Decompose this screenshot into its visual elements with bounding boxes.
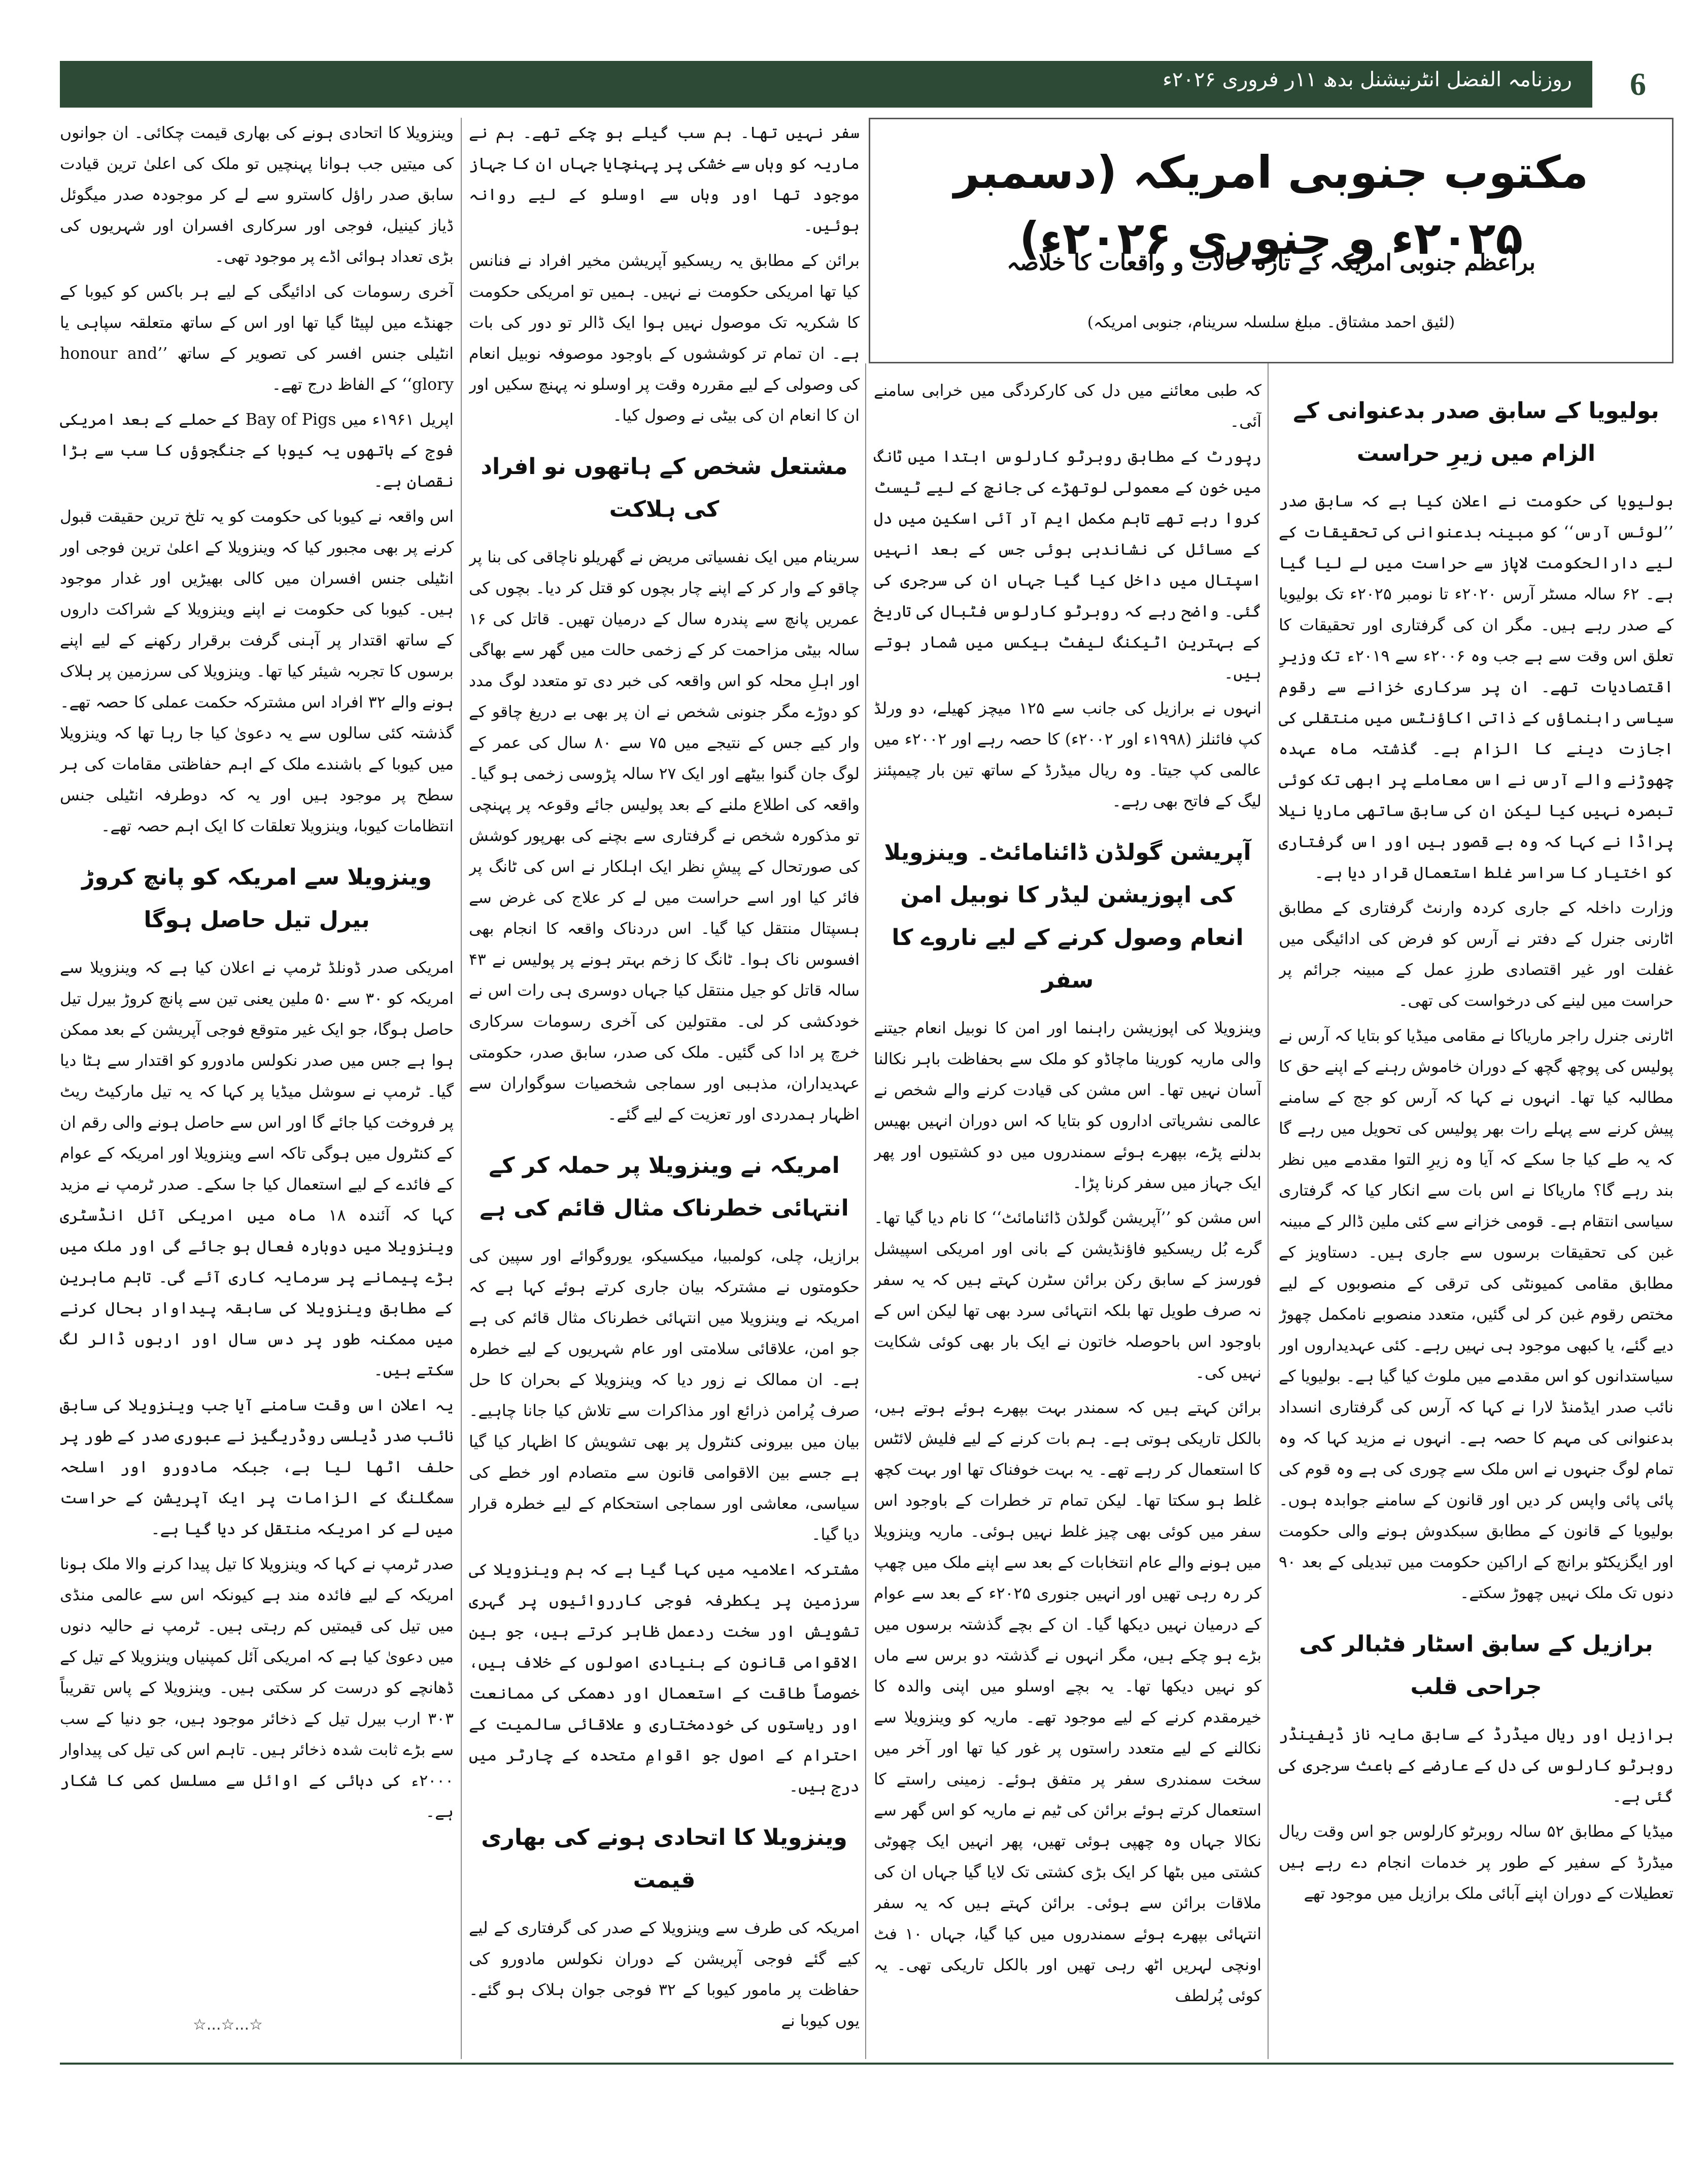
column-divider	[865, 363, 866, 2059]
paragraph: میڈیا کے مطابق ۵۲ سالہ روبرٹو کارلوس جو اس وقت ریال میڈرڈ کے سفیر کے طور پر خدمات انجام دے رہے ہیں تعطیلات کے دوران اپنے آبائی ملک برازیل میں موجود تھے	[1279, 1823, 1673, 1903]
article-column-1	[1279, 376, 1673, 2061]
headline-bolivia: بولیویا کے سابق صدر بدعنوانی کے الزام میں زیرِ حراست	[1293, 398, 1659, 466]
page-number: 6	[1630, 66, 1646, 102]
article-subtitle: براعظم جنوبی امریکہ کے تازہ حالات و واقعات کا خلاصہ	[1006, 250, 1536, 276]
article-column-4	[60, 118, 454, 2006]
headline-us-venezuela-attack: امریکہ نے وینزویلا پر حملہ کر کے انتہائی خطرناک مثال قائم کی ہے	[480, 1153, 849, 1221]
article-author: (لئیق احمد مشتاق۔ مبلغ سلسلہ سرینام، جنوبی امریکہ)	[1087, 313, 1455, 331]
header-band	[60, 61, 1592, 108]
paragraph: امریکہ کی طرف سے وینزویلا کے صدر کی گرفتاری کے لیے کیے گئے فوجی آپریشن کے دوران نکولس مادورو کی حفاظت پر مامور کیوبا کے ۳۲ فوجی جوان ہلاک ہو گئے۔ یوں کیوبا نے	[469, 1919, 860, 2030]
column-divider	[1268, 363, 1269, 2059]
headline-suriname-killings: مشتعل شخص کے ہاتھوں نو افراد کی ہلاکت	[481, 454, 848, 522]
paragraph: امریکی صدر ڈونلڈ ٹرمپ نے اعلان کیا ہے کہ وینزویلا سے امریکہ کو ۳۰ سے ۵۰ ملین یعنی تین سے پانچ کروڑ بیرل تیل حاصل ہوگا، جو ایک غیر متوقع فوجی آپریشن کے بعد ممکن ہوا ہے جس میں صدر نکولس مادورو کو اقتدار سے ہٹا دیا گیا۔ ٹرمپ نے سوشل میڈیا پر کہا کہ یہ تیل مارکیٹ ریٹ پر فروخت کیا جائے گا اور اس سے حاصل ہونے والی رقم ان کے کنٹرول میں ہوگی تاکہ اسے وینزویلا اور امریکہ کے عوام کے فائدے کے لیے استعمال کیا جا سکے۔ صدر ٹرمپ نے مزید کہا کہ آئندہ ۱۸ ماہ میں امریکی آئل انڈسٹری وینزویلا میں دوبارہ فعال ہو جائے گی اور ملک میں بڑے پیمانے پر سرمایہ کاری آئے گی۔ تاہم ماہرین کے مطابق وینزویلا کی سابقہ پیداوار بحال کرنے میں ممکنہ طور پر دس سال اور اربوں ڈالر لگ سکتے ہیں۔	[60, 959, 454, 1379]
paragraph: بولیویا کی حکومت نے اعلان کیا ہے کہ سابق صدر ’’لوئس آرس‘‘ کو مبینہ بدعنوانی کی تحقیقات کے لیے دارالحکومت لاپاز سے حراست میں لے لیا گیا ہے۔ ۶۲ سالہ مسٹر آرس ۲۰۲۰ء تا نومبر ۲۰۲۵ء تک بولیویا کے صدر رہے ہیں۔ مگر ان کی گرفتاری اور تحقیقات کا تعلق اس وقت سے ہے جب وہ ۲۰۰۶ء سے ۲۰۱۹ء تک وزیرِ اقتصادیات تھے۔ ان پر سرکاری خزانے سے رقوم سیاسی راہنماؤں کے ذاتی اکاؤنٹس میں منتقلی کی اجازت دینے کا الزام ہے۔ گذشتہ ماہ عہدہ چھوڑنے والے آرس نے اس معاملے پر ابھی تک کوئی تبصرہ نہیں کیا لیکن ان کی سابق ساتھی ماریا نیلا پراڈا نے کہا کہ وہ بے قصور ہیں اور اس گرفتاری کو اختیار کا سراسر غلط استعمال قرار دیا ہے۔	[1279, 492, 1673, 882]
paragraph: وینزویلا کی اپوزیشن راہنما اور امن کا نوبیل انعام جیتنے والی ماریہ کورینا ماچاڈو کو ملک سے بحفاظت باہر نکالنا آسان نہیں تھا۔ اس مشن کی قیادت کرنے والے شخص نے عالمی نشریاتی اداروں کو بتایا کہ اس دوران انہیں بھیس بدلنے پڑے، بپھرے ہوئے سمندروں میں دو کشتیوں اور پھر ایک جہاز میں سفر کرنا پڑا۔	[874, 1019, 1261, 1192]
column-divider	[461, 118, 462, 2059]
paragraph: سرینام میں ایک نفسیاتی مریض نے گھریلو ناچاقی کی بنا پر چاقو کے وار کر کے اپنے چار بچوں کو قتل کر دیا۔ بچوں کی عمریں پانچ سے پندرہ سال کے درمیان تھیں۔ قاتل کی ۱۶ سالہ بیٹی مزاحمت کر کے زخمی حالت میں گھر سے بھاگی اور اہلِ محلہ کو اس واقعہ کی خبر دی تو متعدد لوگ مدد کو دوڑے مگر جنونی شخص نے ان پر بھی بے دریغ چاقو کے وار کیے جس کے نتیجے میں ۷۵ سے ۸۰ سال کی عمر کے لوگ جان گنوا بیٹھے اور ایک ۲۷ سالہ پڑوسی زخمی ہو گیا۔ واقعہ کی اطلاع ملنے کے بعد پولیس جائے وقوعہ پر پہنچی تو مذکورہ شخص نے گرفتاری سے بچنے کی بھرپور کوشش کی صورتحال کے پیشِ نظر ایک اہلکار نے اس کی ٹانگ پر فائر کیا اور اسے حراست میں لے کر علاج کی غرض سے ہسپتال منتقل کیا گیا۔ اس دردناک واقعہ کا انجام بھی افسوس ناک ہوا۔ ٹانگ کا زخم بہتر ہونے پر پولیس نے ۴۳ سالہ قاتل کو جیل منتقل کیا جہاں دوسری ہی رات اس نے خودکشی کر لی۔ مقتولین کی آخری رسومات سرکاری خرچ پر ادا کی گئیں۔ ملک کی صدر، سابق صدر، حکومتی عہدیداران، مذہبی اور سماجی شخصیات سوگواران سے اظہار ہمدردی اور تعزیت کے لیے گئے۔	[469, 548, 860, 1124]
paragraph: برائن کہتے ہیں کہ سمندر بہت بپھرے ہوئے ہوتے ہیں، بالکل تاریکی ہوتی ہے۔ ہم بات کرنے کے لیے فلیش لائٹس کا استعمال کر رہے تھے۔ یہ بہت خوفناک تھا اور بہت کچھ غلط ہو سکتا تھا۔ لیکن تمام تر خطرات کے باوجود اس سفر میں کوئی بھی چیز غلط نہیں ہوئی۔ ماریہ وینزویلا میں ہونے والے عام انتخابات کے بعد سے اپنے ملک میں چھپ کر رہ رہی تھیں اور انہیں جنوری ۲۰۲۵ء کے بعد سے عوام کے درمیان نہیں دیکھا گیا۔ ان کے بچے گذشتہ برسوں میں بڑے ہو چکے ہیں، مگر انہوں نے گذشتہ دو برس سے ماں کو نہیں دیکھا تھا۔ یہ بچے اوسلو میں اپنی والدہ کا خیرمقدم کرنے کے لیے موجود تھے۔ ماریہ کو وینزویلا سے نکالنے کے لیے متعدد راستوں پر غور کیا تھا اور آخر میں سخت سمندری سفر پر متفق ہوئے۔ زمینی راستے کا استعمال کرتے ہوئے برائن کی ٹیم نے ماریہ کو اس گھر سے نکالا جہاں وہ چھپی ہوئی تھیں، پھر انہیں ایک چھوٹی کشتی میں بٹھا کر ایک بڑی کشتی تک لایا گیا جہاں ان کی ملاقات برائن سے ہوئی۔ برائن کہتے ہیں کہ یہ سفر انتہائی بپھرے ہوئے سمندروں میں کیا گیا، جہاں ۱۰ فٹ اونچی لہریں اٹھ رہی تھیں اور بالکل تاریکی تھی۔ یہ کوئی پُرلطف	[874, 1399, 1261, 2005]
paragraph: کہ طبی معائنے میں دل کی کارکردگی میں خرابی سامنے آئی۔	[874, 382, 1261, 431]
paragraph: اپریل ۱۹۶۱ء میں Bay of Pigs کے حملے کے بعد امریکی فوج کے ہاتھوں یہ کیوبا کے جنگجوؤں کا سب سے بڑا نقصان ہے۔	[60, 411, 454, 491]
paragraph: اٹارنی جنرل راجر ماریاکا نے مقامی میڈیا کو بتایا کہ آرس نے پولیس کی پوچھ گچھ کے دوران خاموش رہنے کے اپنے حق کا مطالبہ کیا تھا۔ انہوں نے کہا کہ آرس کو جج کے سامنے پیش کرنے سے پہلے رات بھر پولیس کی تحویل میں رہے گا کہ یہ طے کیا جا سکے کہ آیا وہ زیرِ التوا مقدمے میں نظر بند رہے گا؟ ماریاکا نے اس بات سے انکار کیا کہ گرفتاری سیاسی انتقام ہے۔ قومی خزانے سے کئی ملین ڈالر کے مبینہ غبن کی تحقیقات برسوں سے جاری ہیں۔ دستاویز کے مطابق مقامی کمیونٹی کی ترقی کے منصوبوں کے لیے مختص رقوم غبن کر لی گئیں، متعدد منصوبے نامکمل چھوڑ دیے گئے، یا کبھی موجود ہی نہیں رہے۔ کئی عہدیداروں اور سیاستدانوں کو اس مقدمے میں ملوث کیا گیا ہے۔ بولیویا کے نائب صدر ایڈمنڈ لارا نے کہا کہ آرس کی گرفتاری انسداد بدعنوانی کی مہم کا حصہ ہے۔ انہوں نے مزید کہا کہ وہ تمام لوگ جنہوں نے اس ملک سے چوری کی ہے وہ قوم کی پائی پائی واپس کر دیں اور قانون کے سامنے جوابدہ ہوں۔ بولیویا کے قانون کے مطابق سبکدوش ہونے والی حکومت اور ایگزیکٹو برانچ کے اراکین حکومت میں تبدیلی کے بعد ۹۰ دنوں تک ملک نہیں چھوڑ سکتے۔	[1279, 1027, 1673, 1602]
paragraph: صدر ٹرمپ نے کہا کہ وینزویلا کا تیل پیدا کرنے والا ملک ہونا امریکہ کے لیے فائدہ مند ہے کیونکہ اس سے عالمی منڈی میں تیل کی قیمتیں کم رہتی ہیں۔ ٹرمپ نے حالیہ دنوں میں دعویٰ کیا ہے کہ امریکی آئل کمپنیاں وینزویلا کے تیل کے ڈھانچے کو درست کر سکتی ہیں۔ وینزویلا کے پاس تقریباً ۳۰۳ ارب بیرل تیل کے ذخائر موجود ہیں، جو دنیا کے سب سے بڑے ثابت شدہ ذخائر ہیں۔ تاہم اس کی تیل کی پیداوار ۲۰۰۰ء کی دہائی کے اوائل سے مسلسل کمی کا شکار ہے۔	[60, 1555, 454, 1821]
paragraph: برازیل اور ریال میڈرڈ کے سابق مایہ ناز ڈیفینڈر روبرٹو کارلوس کی دل کے عارضے کے باعث سرجری کی گئی ہے۔	[1279, 1726, 1673, 1806]
paragraph: برائن کے مطابق یہ ریسکیو آپریشن مخیر افراد نے فنانس کیا تھا امریکی حکومت نے نہیں۔ ہمیں تو امریکی حکومت کا شکریہ تک موصول نہیں ہوا ایک ڈالر تو دور کی بات ہے۔ ان تمام تر کوششوں کے باوجود موصوفہ نوبیل انعام کی وصولی کے لیے مقررہ وقت پر اوسلو نہ پہنچ سکیں اور ان کا انعام ان کی بیٹی نے وصول کیا۔	[469, 252, 860, 425]
newspaper-title: روزنامہ الفضل انٹرنیشنل بدھ ۱۱ر فروری ۲۰۲۶ء	[1163, 68, 1572, 91]
paragraph: سفر نہیں تھا۔ ہم سب گیلے ہو چکے تھے۔ ہم نے ماریہ کو وہاں سے خشکی پر پہنچایا جہاں ان کا جہاز موجود تھا اور وہاں سے اوسلو کے لیے روانہ ہوئیں۔	[469, 124, 860, 235]
paragraph: وینزویلا کا اتحادی ہونے کی بھاری قیمت چکائی۔ ان جوانوں کی میتیں جب ہوانا پہنچیں تو ملک کی اعلیٰ ترین قیادت سابق صدر راؤل کاسترو سے لے کر موجودہ صدر میگوئل ڈیاز کینیل، فوجی اور سرکاری افسران اور شہریوں کی بڑی تعداد ہوائی اڈے پر موجود تھی۔	[60, 124, 454, 266]
paragraph: رپورٹ کے مطابق روبرٹو کارلوس ابتدا میں ٹانگ میں خون کے معمولی لوتھڑے کی جانچ کے لیے ٹیسٹ کروا رہے تھے تاہم مکمل ایم آر آئی اسکین میں دل کے مسائل کی نشاندہی ہوئی جس کے بعد انہیں اسپتال میں داخل کیا گیا جہاں ان کی سرجری کی گئی۔ واضح رہے کہ روبرٹو کارلوس فٹبال کی تاریخ کے بہترین اٹیکنگ لیفٹ بیکس میں شمار ہوتے ہیں۔	[874, 448, 1261, 683]
paragraph: مشترکہ اعلامیہ میں کہا گیا ہے کہ ہم وینزویلا کی سرزمین پر یکطرفہ فوجی کارروائیوں پر گہری تشویش اور سخت ردعمل ظاہر کرتے ہیں، جو بین الاقوامی قانون کے بنیادی اصولوں کے خلاف ہیں، خصوصاً طاقت کے استعمال اور دھمکی کی ممانعت اور ریاستوں کی خودمختاری و علاقائی سالمیت کے احترام کے اصول جو اقوامِ متحدہ کے چارٹر میں درج ہیں۔	[469, 1561, 860, 1796]
article-column-2	[874, 376, 1261, 2061]
headline-golden-dynamite: آپریشن گولڈن ڈائنامائٹ۔ وینزویلا کی اپوزیشن لیڈر کا نوبیل امن انعام وصول کرنے کے لیے ناروے کا سفر	[884, 839, 1251, 993]
page-header	[60, 61, 1673, 108]
article-column-3	[469, 118, 860, 2056]
headline-cuba-price: وینزویلا کا اتحادی ہونے کی بھاری قیمت	[481, 1825, 847, 1893]
paragraph: آخری رسومات کی ادائیگی کے لیے ہر باکس کو کیوبا کے جھنڈے میں لپیٹا گیا تھا اور اس کے ساتھ متعلقہ سپاہی یا انٹیلی جنس افسر کی تصویر کے ساتھ ’’honour and glory‘‘ کے الفاظ درج تھے۔	[60, 283, 454, 394]
paragraph: وزارت داخلہ کے جاری کردہ وارنٹ گرفتاری کے مطابق اٹارنی جنرل کے دفتر نے آرس کو فرض کی ادائیگی میں غفلت اور غیر اقتصادی طرزِ عمل کے مبینہ جرائم پر حراست میں لینے کی درخواست کی تھی۔	[1279, 899, 1673, 1010]
paragraph: اس واقعہ نے کیوبا کی حکومت کو یہ تلخ ترین حقیقت قبول کرنے پر بھی مجبور کیا کہ وینزویلا کے اعلیٰ ترین فوجی اور انٹیلی جنس افسران میں کالی بھیڑیں اور غدار موجود ہیں۔ کیوبا کی حکومت نے اپنے وینزویلا کے شراکت داروں کے ساتھ اقتدار پر آہنی گرفت برقرار رکھنے کے لیے اپنے برسوں کا تجربہ شیئر کیا تھا۔ وینزویلا کی سرزمین پر ہلاک ہونے والے ۳۲ افراد اس مشترکہ حکمت عملی کا حصہ تھے۔ گذشتہ کئی سالوں سے یہ دعویٰ کیا جا رہا تھا کہ وینزویلا میں کیوبا کے باشندے ملک کے اہم حفاظتی مقامات کی ہر سطح پر موجود ہیں اور یہ کہ دوطرفہ انٹیلی جنس انتظامات کیوبا، وینزویلا تعلقات کا ایک اہم حصہ تھے۔	[60, 508, 454, 835]
paragraph: انہوں نے برازیل کی جانب سے ۱۲۵ میچز کھیلے، دو ورلڈ کپ فائنلز (۱۹۹۸ء اور ۲۰۰۲ء) کا حصہ رہے اور ۲۰۰۲ء میں عالمی کپ جیتا۔ وہ ریال میڈرڈ کے ساتھ تین بار چیمپئنز لیگ کے فاتح بھی رہے۔	[874, 699, 1261, 811]
paragraph: اس مشن کو ’’آپریشن گولڈن ڈائنامائٹ‘‘ کا نام دیا گیا تھا۔ گرے بُل ریسکیو فاؤنڈیشن کے بانی اور امریکی اسپیشل فورسز کے سابق رکن برائن سٹرن کہتے ہیں کہ یہ سفر نہ صرف طویل تھا بلکہ انتہائی سرد بھی تھا لیکن اس کے باوجود اس باحوصلہ خاتون نے ایک بار بھی کوئی شکایت نہیں کی۔	[874, 1209, 1261, 1382]
headline-footballer: برازیل کے سابق اسٹار فٹبالر کی جراحی قلب	[1299, 1631, 1653, 1700]
paragraph: برازیل، چلی، کولمبیا، میکسیکو، یوروگوائے اور سپین کی حکومتوں نے مشترکہ بیان جاری کرتے ہوئے کہا ہے کہ امریکہ نے وینزویلا میں انتہائی خطرناک مثال قائم کی ہے جو امن، علاقائی سلامتی اور عام شہریوں کے لیے خطرہ ہے۔ ان ممالک نے زور دیا کہ وینزویلا کے بحران کا حل صرف پُرامن ذرائع اور مذاکرات سے تلاش کیا جانا چاہیے۔ بیان میں بیرونی کنٹرول پر بھی تشویش کا اظہار کیا گیا ہے جسے بین الاقوامی قانون سے متصادم اور خطے کی سیاسی، معاشی اور سماجی استحکام کے لیے خطرہ قرار دیا گیا۔	[469, 1247, 860, 1544]
end-of-article-stars: ☆...☆...☆	[193, 2016, 263, 2034]
paragraph: یہ اعلان اس وقت سامنے آیا جب وینزویلا کی سابق نائب صدر ڈیلسی روڈریگیز نے عبوری صدر کے طور پر حلف اٹھا لیا ہے، جبکہ مادورو اور اسلحہ سمگلنگ کے الزامات پر ایک آپریشن کے حراست میں لے کر امریکہ منتقل کر دیا گیا ہے۔	[60, 1396, 454, 1538]
article-title: مکتوب جنوبی امریکہ (دسمبر ۲۰۲۵ء و جنوری ۲۰۲۶ء)	[953, 146, 1589, 264]
headline-venezuela-oil: وینزویلا سے امریکہ کو پانچ کروڑ بیرل تیل حاصل ہوگا	[82, 864, 432, 933]
bottom-rule	[60, 2063, 1673, 2065]
column-masthead	[869, 118, 1673, 363]
